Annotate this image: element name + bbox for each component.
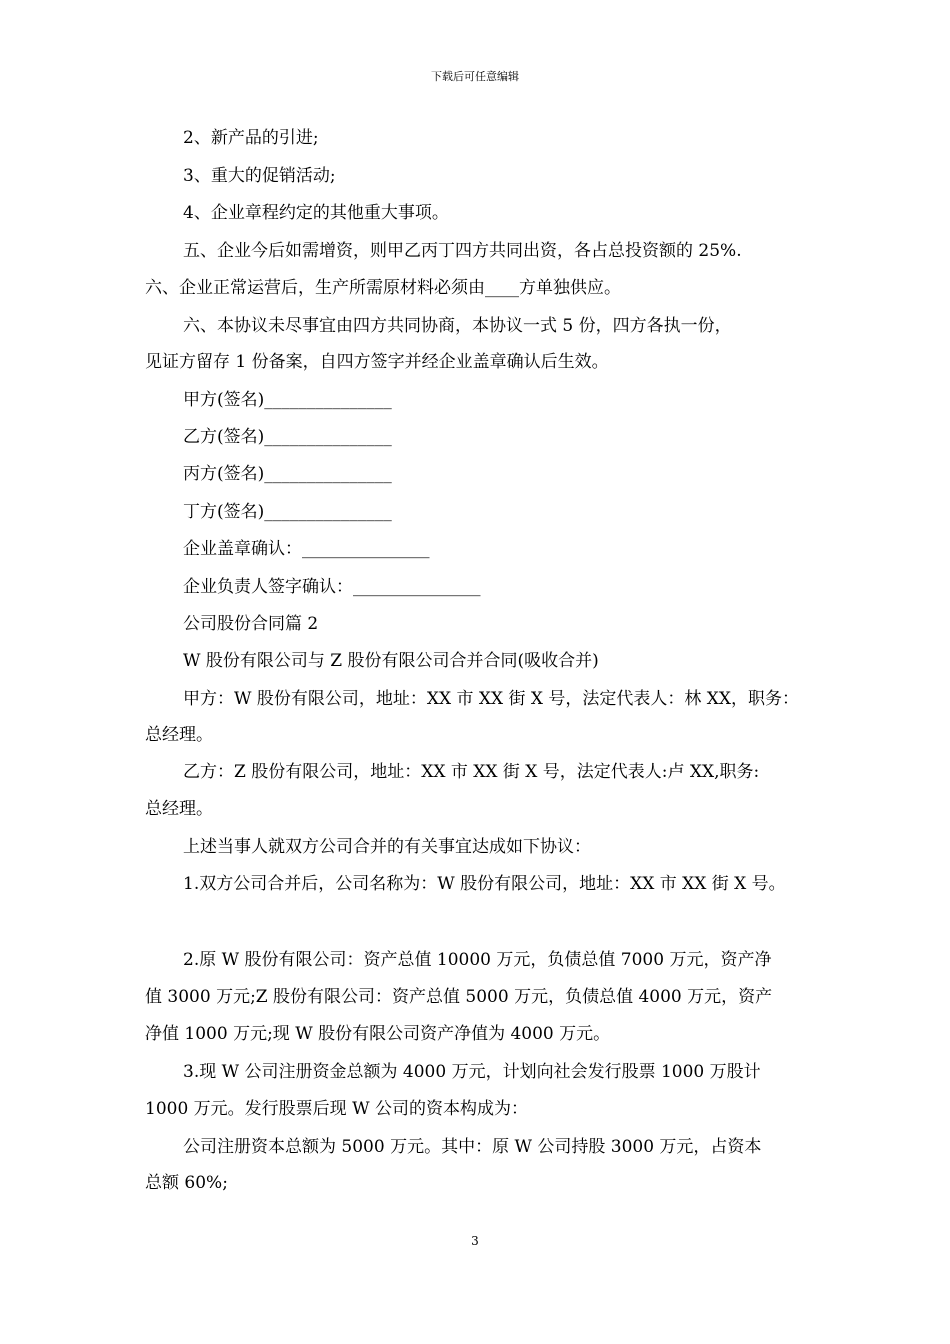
text-line: 公司注册资本总额为 5000 万元。其中：原 W 公司持股 3000 万元，占资本: [183, 1137, 762, 1157]
text-line: 3、重大的促销活动;: [183, 166, 336, 186]
text-line: 五、企业今后如需增资，则甲乙丙丁四方共同出资，各占总投资额的 25%.: [183, 241, 742, 261]
text-line: 六、企业正常运营后，生产所需原材料必须由____方单独供应。: [145, 278, 621, 298]
text-line: 总经理。: [145, 799, 213, 819]
signature-line-a: 甲方(签名)_______________: [183, 390, 392, 410]
text-line: 2.原 W 股份有限公司：资产总值 10000 万元，负债总值 7000 万元，资产净: [183, 950, 772, 970]
page-number: 3: [471, 1234, 479, 1248]
text-line: 4、企业章程约定的其他重大事项。: [183, 203, 449, 223]
signature-line-d: 丁方(签名)_______________: [183, 502, 392, 522]
signature-line-c: 丙方(签名)_______________: [183, 464, 392, 484]
page-header: 下载后可任意编辑: [431, 70, 519, 83]
text-line: 总额 60%;: [145, 1173, 228, 1193]
text-line: 净值 1000 万元;现 W 股份有限公司资产净值为 4000 万元。: [145, 1024, 611, 1044]
signature-line-b: 乙方(签名)_______________: [183, 427, 392, 447]
text-line: 1000 万元。发行股票后现 W 公司的资本构成为：: [145, 1099, 528, 1119]
text-line: 上述当事人就双方公司合并的有关事宜达成如下协议：: [183, 837, 591, 857]
text-line: 乙方：Z 股份有限公司，地址：XX 市 XX 街 X 号，法定代表人:卢 XX,职务:: [183, 762, 760, 782]
responsible-person-line: 企业负责人签字确认：_______________: [183, 577, 481, 597]
text-line: 见证方留存 1 份备案，自四方签字并经企业盖章确认后生效。: [145, 352, 609, 372]
text-line: 值 3000 万元;Z 股份有限公司：资产总值 5000 万元，负债总值 4000 万元，资产: [145, 987, 773, 1007]
text-line: 2、新产品的引进;: [183, 128, 319, 148]
text-line: 六、本协议未尽事宜由四方共同协商，本协议一式 5 份，四方各执一份，: [183, 316, 732, 336]
text-line: 1.双方公司合并后，公司名称为：W 股份有限公司，地址：XX 市 XX 街 X 号。: [183, 874, 786, 894]
text-line: 甲方：W 股份有限公司，地址：XX 市 XX 街 X 号，法定代表人：林 XX，职务：: [183, 689, 800, 709]
text-line: 3.现 W 公司注册资金总额为 4000 万元，计划向社会发行股票 1000 万股计: [183, 1062, 761, 1082]
contract-title: W 股份有限公司与 Z 股份有限公司合并合同(吸收合并): [183, 651, 599, 671]
section-title: 公司股份合同篇 2: [183, 614, 319, 634]
seal-confirmation-line: 企业盖章确认：_______________: [183, 539, 430, 559]
text-line: 总经理。: [145, 725, 213, 745]
